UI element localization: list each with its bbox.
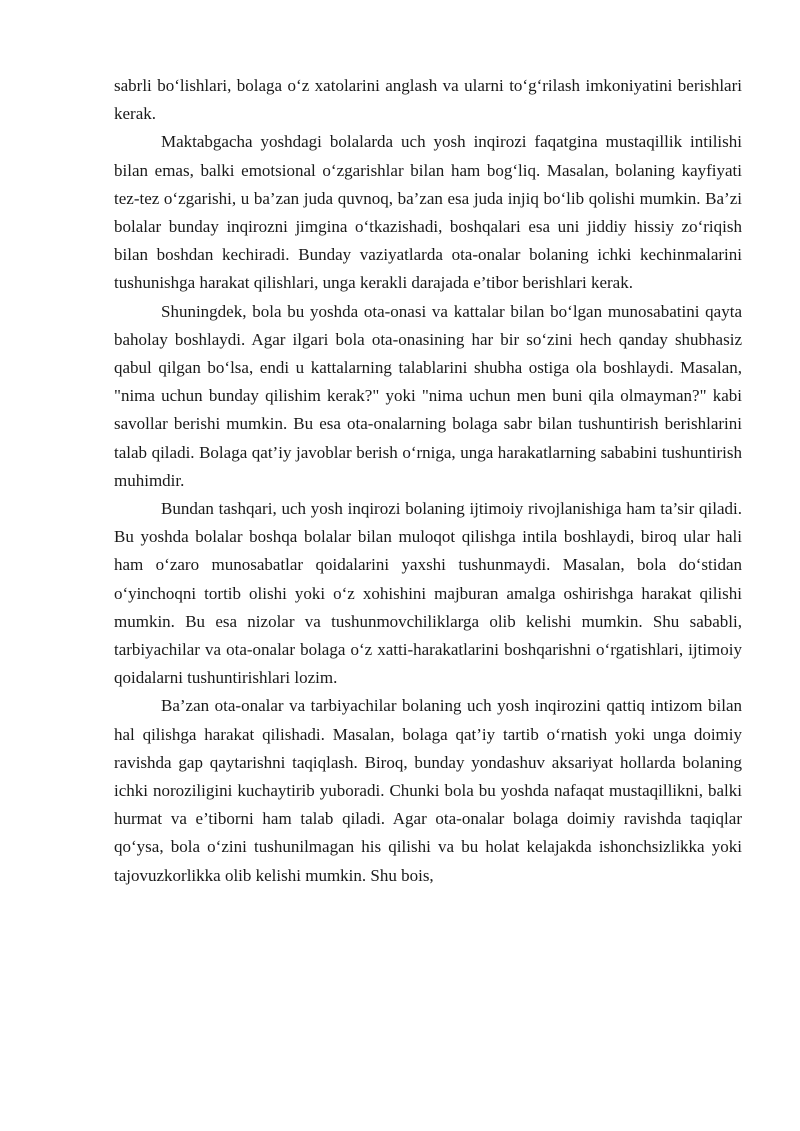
paragraph: Ba’zan ota-onalar va tarbiyachilar bolaning uch yosh inqirozini qattiq intizom bilan hal qilishga harakat qilishadi. Masalan, bolaga qat’iy tartib o‘rnatish yoki unga doimiy ravishda gap qaytarishni taqiqlash. Biroq, bunday yondashuv aksariyat hollarda bolaning ichki noroziligini kuchaytirib yuboradi. Chunki bola bu yoshda nafaqat mustaqillikni, balki hurmat va e’tiborni ham talab qiladi. Agar ota-onalar bolaga doimiy ravishda taqiqlar qo‘ysa, bola o‘zini tushunilmagan his qilishi va bu holat kelajakda ishonchsizlikka yoki tajovuzkorlikka olib kelishi mumkin. Shu bois, — [114, 696, 742, 885]
paragraph: Bundan tashqari, uch yosh inqirozi bolaning ijtimoiy rivojlanishiga ham ta’sir qiladi. Bu yoshda bolalar boshqa bolalar bilan muloqot qilishga intila boshlaydi, biroq ular hali ham o‘zaro munosabatlar qoidalarini yaxshi tushunmaydi. Masalan, bola do‘stidan o‘yinchoqni tortib olishi yoki o‘z xohishini majburan amalga oshirishga harakat qilishi mumkin. Bu esa nizolar va tushunmovchiliklarga olib kelishi mumkin. Shu sababli, tarbiyachilar va ota-onalar bolaga o‘z xatti-harakatlarini boshqarishni o‘rgatishlari, ijtimoiy qoidalarni tushuntirishlari lozim. — [114, 499, 742, 688]
body-text — [114, 72, 742, 890]
paragraph: Maktabgacha yoshdagi bolalarda uch yosh inqirozi faqatgina mustaqillik intilishi bilan emas, balki emotsional o‘zgarishlar bilan ham bog‘liq. Masalan, bolaning kayfiyati tez-tez o‘zgarishi, u ba’zan juda quvnoq, ba’zan esa juda injiq bo‘lib qolishi mumkin. Ba’zi bolalar bunday inqirozni jimgina o‘tkazishadi, boshqalari esa uni jiddiy hissiy zo‘riqish bilan boshdan kechiradi. Bunday vaziyatlarda ota-onalar bolaning ichki kechinmalarini tushunishga harakat qilishlari, unga kerakli darajada e’tibor berishlari kerak. — [114, 132, 742, 293]
paragraph-continuation: sabrli bo‘lishlari, bolaga o‘z xatolarini anglash va ularni to‘g‘rilash imkoniyatini berishlari kerak. — [114, 76, 742, 124]
paragraph: Shuningdek, bola bu yoshda ota-onasi va kattalar bilan bo‘lgan munosabatini qayta baholay boshlaydi. Agar ilgari bola ota-onasining har bir so‘zini hech qanday shubhasiz qabul qilgan bo‘lsa, endi u kattalarning talablarini shubha ostiga ola boshlaydi. Masalan, "nima uchun bunday qilishim kerak?" yoki "nima uchun men buni qila olmayman?" kabi savollar berishi mumkin. Bu esa ota-onalarning bolaga sabr bilan tushuntirish berishlarini talab qiladi. Bolaga qat’iy javoblar berish o‘rniga, unga harakatlarning sababini tushuntirish muhimdir. — [114, 301, 742, 490]
